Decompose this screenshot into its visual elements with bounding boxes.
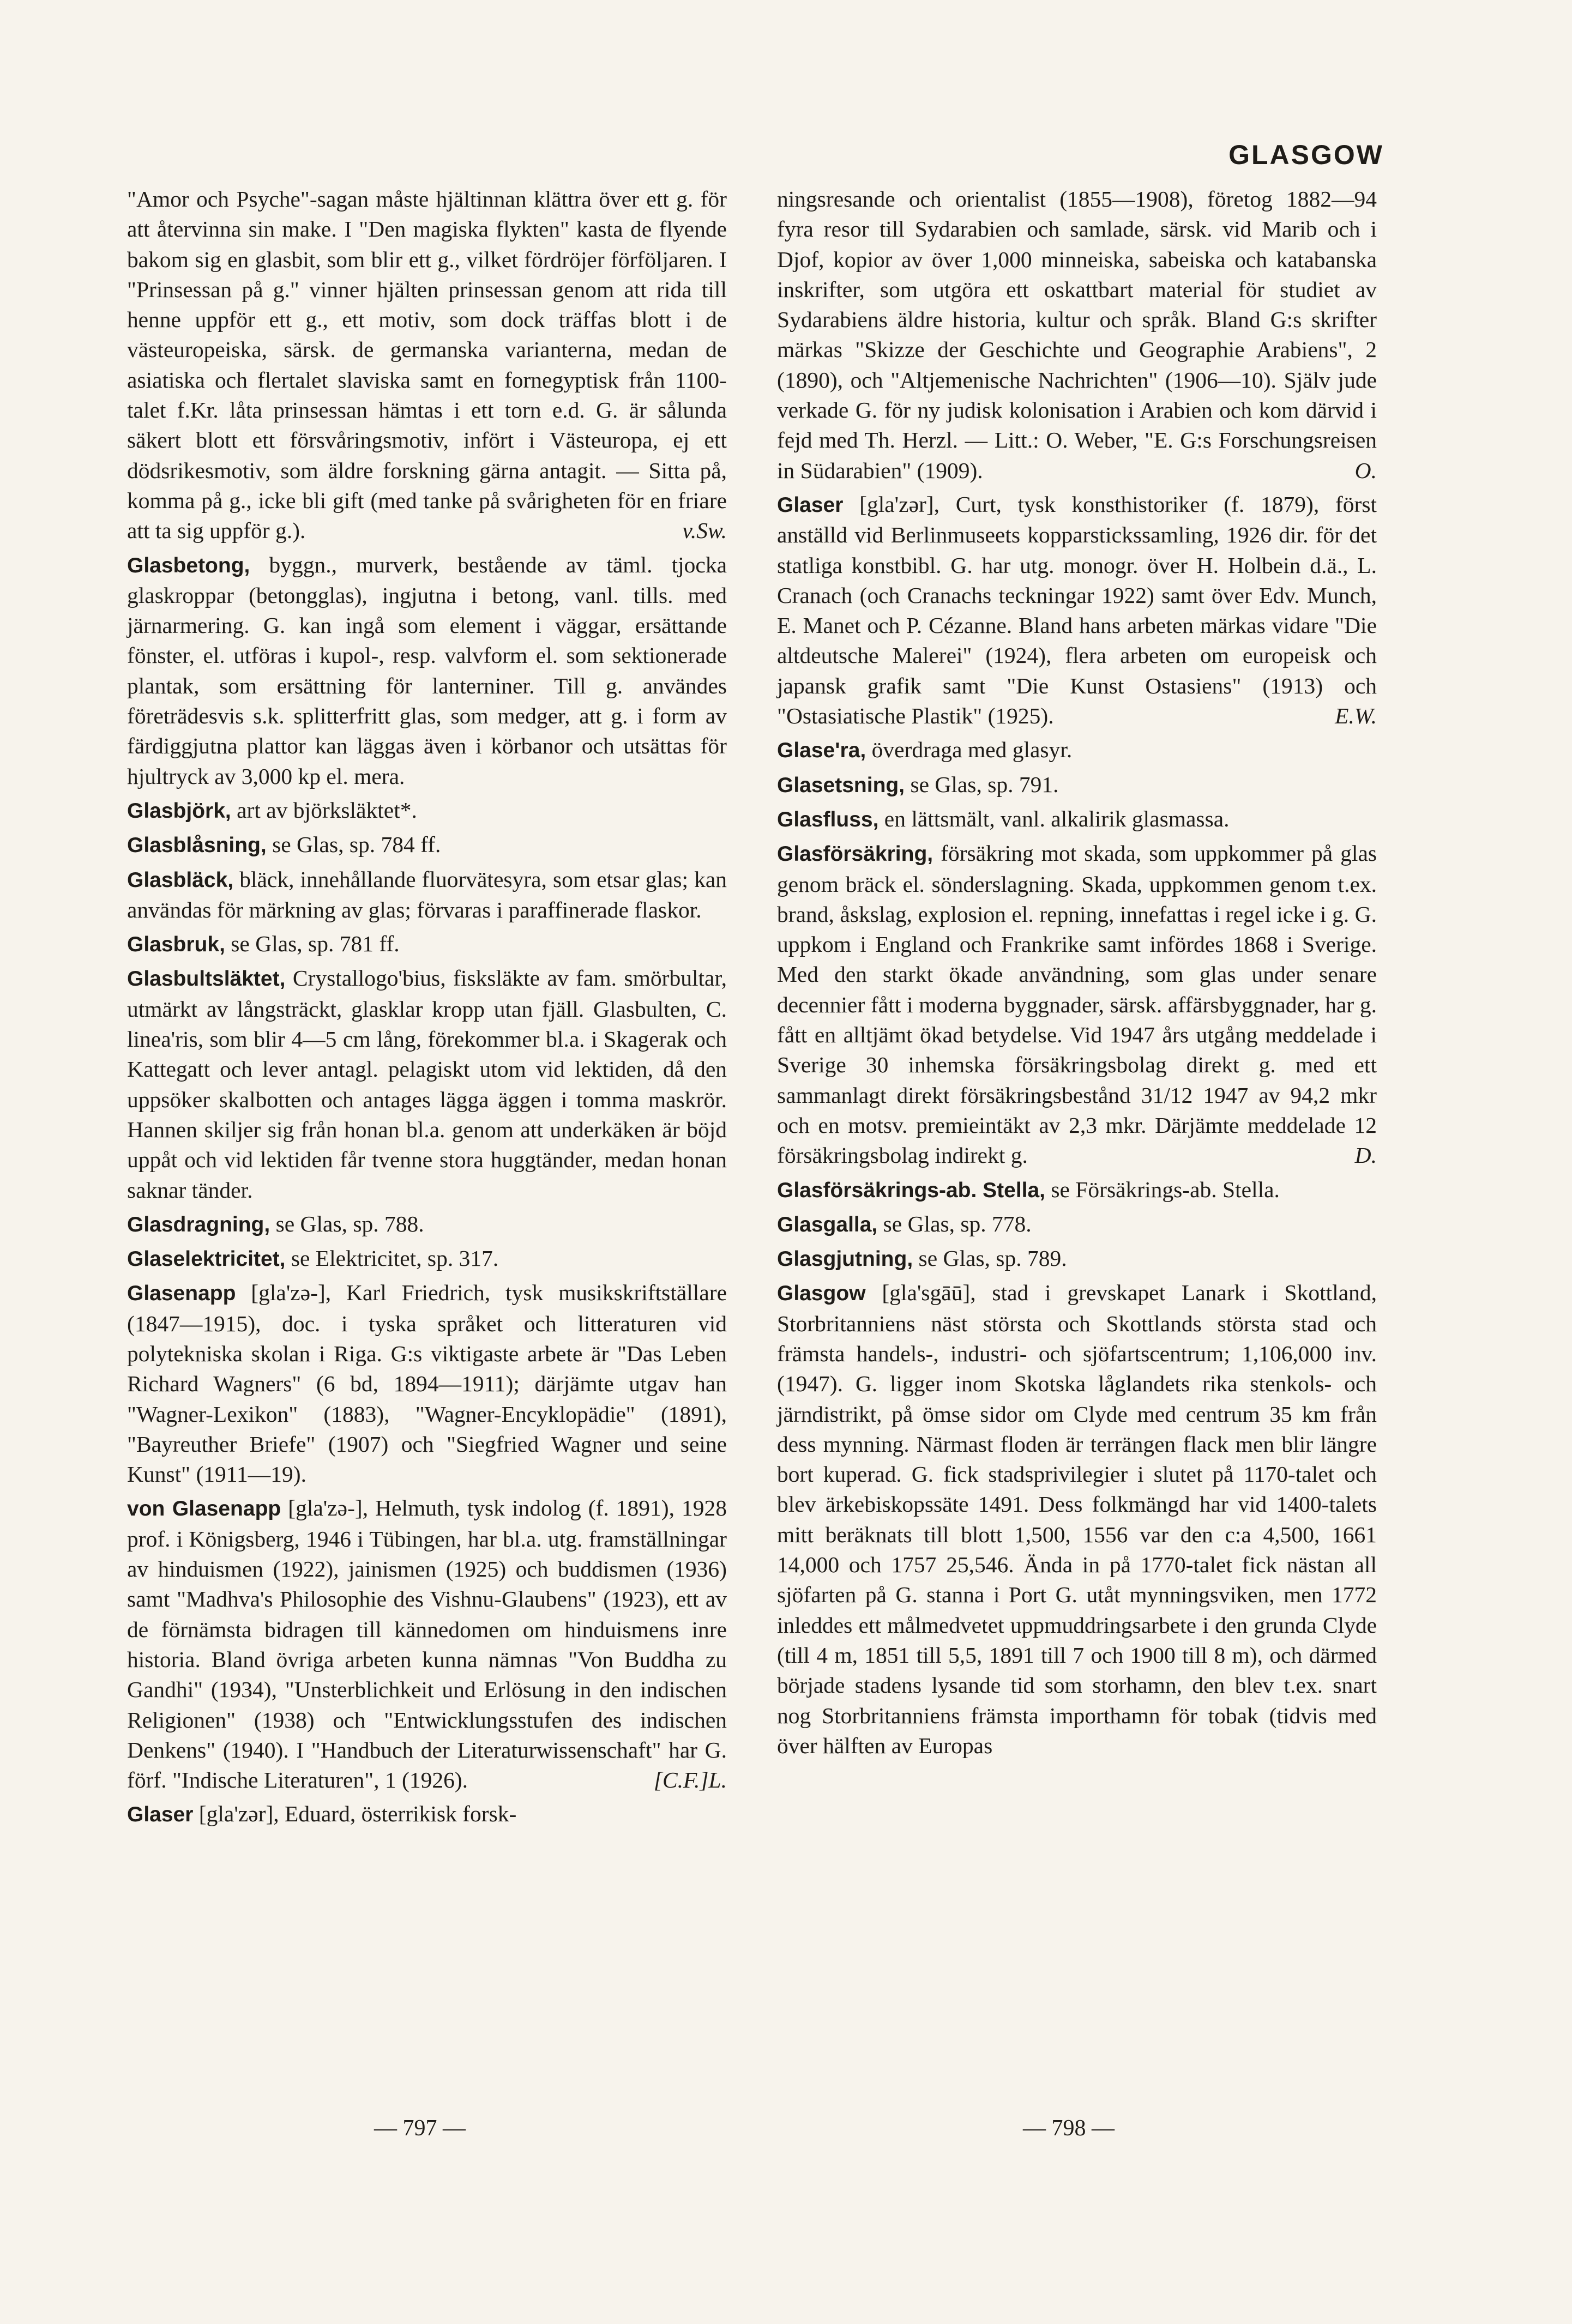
dictionary-entry	[127, 963, 727, 1205]
dictionary-entry	[777, 770, 1377, 800]
dictionary-entry	[777, 804, 1377, 835]
dictionary-entry	[127, 1493, 727, 1795]
entry-body: [gla'zə-], Helmuth, tysk indolog (f. 1891), 1928 prof. i Königsberg, 1946 i Tübingen, har bl.a. utg. framställningar av hinduismen (1922), jainismen (1925) och buddismen (1936) samt "Madhva's Philosophie des Vishnu-Glaubens" (1923), ett av de förnämsta bidragen till kännedomen om hinduismens inre historia. Bland övriga arbeten kunna nämnas "Von Buddha zu Gandhi" (1934), "Unsterblichkeit und Erlösung in den indischen Religionen" (1938) och "Entwicklungsstufen des indischen Denkens" (1940). I "Handbuch der Literaturwissenschaft" har G. förf. "Indische Literaturen", 1 (1926).	[127, 1495, 727, 1793]
entry-headword: Glasgow	[777, 1282, 866, 1306]
entry-headword: Glasbläck,	[127, 868, 234, 892]
author-signature: E.W.	[1335, 703, 1377, 729]
entry-body: se Elektricitet, sp. 317.	[291, 1246, 499, 1271]
author-signature: O.	[1354, 457, 1377, 483]
entry-headword: Glaser	[777, 493, 844, 517]
entry-headword: Glasgjutning,	[777, 1247, 913, 1271]
dictionary-entry	[777, 490, 1377, 731]
right-column	[777, 184, 1377, 1765]
dictionary-entry	[127, 1209, 727, 1240]
entry-body: art av björksläktet*.	[237, 797, 417, 823]
entry-headword: Glasetsning,	[777, 773, 905, 797]
dictionary-entry	[777, 735, 1377, 765]
entry-body: [gla'sgāū], stad i grevskapet Lanark i Skottland, Storbritanniens näst största och Skottlands största stad och främsta handels-, industri- och sjöfartscentrum; 1,106,000 inv. (1947). G. ligger inom Skotska låglandets rika stenkols- och järndistrikt, på ömse sidor om Clyde med centrum 35 km från dess mynning. Närmast floden är terrängen flack men blir längre bort kuperad. G. fick stadsprivilegier i slutet på 1170-talet och blev ärkebiskopssäte 1491. Dess folkmängd har vid 1400-talets mitt beräknats till blott 1,500, 1556 var den c:a 4,500, 1661 14,000 och 1757 25,546. Ända in på 1770-talet fick nästan all sjöfarten på G. stanna i Port G. utåt mynningsviken, men 1772 inleddes ett målmedvetet uppmuddringsarbete i den grunda Clyde (till 4 m, 1851 till 5,5, 1891 till 7 och 1900 till 8 m), och därmed började stadens lysande tid som storhamn, den blev t.ex. snart nog Storbritanniens främsta importhamn för tobak (tidvis med över hälften av Europas	[777, 1280, 1377, 1758]
entry-body: en lättsmält, vanl. alkalirik glasmassa.	[884, 806, 1230, 831]
author-signature: [C.F.]L.	[653, 1767, 727, 1793]
entry-headword: Glasbultsläktet,	[127, 967, 286, 991]
entry-headword: Glasblåsning,	[127, 834, 267, 858]
dictionary-entry	[127, 550, 727, 792]
dictionary-entry	[127, 830, 727, 860]
entry-body: "Amor och Psyche"-sagan måste hjältinnan klättra över ett g. för att återvinna sin make. I "Den magiska flykten" kasta de flyende bakom sig en glasbit, som blir ett g., vilket fördröjer förföljaren. I "Prinsessan på g." vinner hjälten prinsessan genom att rida till henne uppför ett g., ett motiv, som dock träffas blott i de västeuropeiska, särsk. de germanska varianterna, medan de asiatiska och flertalet slaviska samt en fornegyptisk från 1100-talet f.Kr. låta prinsessan hämtas i ett torn e.d. G. är sålunda säkert blott ett försvåringsmotiv, infört i Västeuropa, ej ett dödsrikesmotiv, som äldre forskning gärna antagit. — Sitta på, komma på g., icke bli gift (med tanke på svårigheten för en friare att ta sig uppför g.).	[127, 186, 727, 544]
entry-headword: Glasdragning,	[127, 1212, 270, 1236]
entry-headword: Glasbetong,	[127, 553, 250, 577]
entry-headword: Glasförsäkrings-ab. Stella,	[777, 1178, 1046, 1202]
entry-headword: Glase'ra,	[777, 739, 866, 763]
dictionary-entry	[777, 1209, 1377, 1240]
entry-headword: von Glasenapp	[127, 1497, 281, 1521]
dictionary-entry	[777, 184, 1377, 486]
entry-body: se Glas, sp. 781 ff.	[231, 931, 400, 957]
entry-body: se Försäkrings-ab. Stella.	[1051, 1176, 1280, 1202]
entry-body: se Glas, sp. 778.	[883, 1211, 1032, 1236]
entry-body: se Glas, sp. 788.	[275, 1211, 424, 1236]
page-number-left: — 797 —	[374, 2116, 466, 2141]
dictionary-entry	[127, 184, 727, 546]
entry-headword: Glasgalla,	[777, 1212, 878, 1236]
dictionary-entry	[777, 1175, 1377, 1205]
entry-body: se Glas, sp. 789.	[918, 1246, 1067, 1271]
entry-headword: Glaser	[127, 1803, 194, 1827]
entry-body: bläck, innehållande fluorvätesyra, som etsar glas; kan användas för märkning av glas; förvaras i paraffinerade flaskor.	[127, 866, 727, 922]
entry-body: försäkring mot skada, som uppkommer på glas genom bräck el. sönderslagning. Skada, uppkommen genom t.ex. brand, åskslag, explosion el. repning, innefattas i regel icke i g. G. uppkom i England och Frankrike samt infördes 1868 i Sverige. Med den starkt ökade användning, som glas under senare decennier fått i moderna byggnader, särsk. affärsbyggnader, har g. fått en alltjämt ökad betydelse. Vid 1947 års utgång meddelade i Sverige 30 inhemska försäkringsbolag direkt g. med ett sammanlagt direkt försäkringsbestånd 31/12 1947 av 94,2 mkr och en motsv. premieintäkt av 2,3 mkr. Därjämte meddelade 12 försäkringsbolag indirekt g.	[777, 841, 1377, 1168]
page-number-right: — 798 —	[1023, 2116, 1115, 2141]
entry-body: ningsresande och orientalist (1855—1908), företog 1882—94 fyra resor till Sydarabien och samlade, särsk. vid Marib och i Djof, kopior av över 1,000 minneiska, sabeiska och katabanska inskrifter, som utgöra ett oskattbart material för studiet av Sydarabiens äldre historia, kultur och språk. Bland G:s skrifter märkas "Skizze der Geschichte und Geographie Arabiens", 2 (1890), och "Altjemenische Nachrichten" (1906—10). Själv jude verkade G. för ny judisk kolonisation i Arabien och kom därvid i fejd med Th. Herzl. — Litt.: O. Weber, "E. G:s Forschungsreisen in Südarabien" (1909).	[777, 186, 1377, 483]
author-signature: D.	[1354, 1143, 1377, 1168]
running-header: GLASGOW	[1228, 140, 1384, 170]
entry-headword: Glasfluss,	[777, 807, 879, 831]
entry-body: se Glas, sp. 784 ff.	[272, 832, 441, 858]
entry-body: överdraga med glasyr.	[871, 737, 1073, 763]
dictionary-entry	[777, 838, 1377, 1170]
dictionary-entry	[127, 929, 727, 959]
entry-body: se Glas, sp. 791.	[910, 771, 1059, 797]
dictionary-entry	[127, 795, 727, 826]
dictionary-entry	[777, 1278, 1377, 1761]
dictionary-entry	[777, 1244, 1377, 1274]
entry-headword: Glasenapp	[127, 1282, 236, 1306]
dictionary-entry	[127, 865, 727, 926]
dictionary-entry	[127, 1278, 727, 1489]
entry-body: Crystallogo'bius, fisksläkte av fam. smörbultar, utmärkt av långsträckt, glasklar kropp utan fjäll. Glasbulten, C. linea'ris, som blir 4—5 cm lång, förekommer bl.a. i Skagerak och Kattegatt och lever antagl. pelagiskt utom vid lektiden, då den uppsöker skalbotten och antages lägga äggen i tomma maskrör. Hannen skiljer sig från honan bl.a. genom att underkäken är böjd uppåt och vid lektiden får tvenne stora huggtänder, medan honan saknar tänder.	[127, 965, 727, 1203]
entry-headword: Glasbjörk,	[127, 799, 231, 823]
entry-headword: Glasbruk,	[127, 933, 225, 957]
dictionary-entry	[127, 1799, 727, 1830]
dictionary-entry	[127, 1244, 727, 1274]
entry-body: [gla'zər], Curt, tysk konsthistoriker (f. 1879), först anställd vid Berlinmuseets kopparstickssamling, 1926 dir. för det statliga konstbibl. G. har utg. monogr. över H. Holbein d.ä., L. Cranach (och Cranachs teckningar 1922) samt över Edv. Munch, E. Manet och P. Cézanne. Bland hans arbeten märkas vidare "Die altdeutsche Malerei" (1924), flera arbeten om europeisk och japansk grafik samt "Die Kunst Ostasiens" (1913) och "Ostasiatische Plastik" (1925).	[777, 491, 1377, 729]
entry-body: [gla'zə-], Karl Friedrich, tysk musikskriftställare (1847—1915), doc. i tyska språket och litteraturen vid polytekniska skolan i Riga. G:s viktigaste arbete är "Das Leben Richard Wagners" (6 bd, 1894—1911); därjämte utgav han "Wagner-Lexikon" (1883), "Wagner-Encyklopädie" (1891), "Bayreuther Briefe" (1907) och "Siegfried Wagner und seine Kunst" (1911—19).	[127, 1280, 727, 1487]
entry-headword: Glasförsäkring,	[777, 842, 933, 866]
left-column	[127, 184, 727, 1834]
entry-body: [gla'zər], Eduard, österrikisk forsk-	[198, 1801, 517, 1827]
entry-body: byggn., murverk, bestående av täml. tjocka glaskroppar (betongglas), ingjutna i betong, vanl. tills. med järnarmering. G. kan ingå som element i väggar, ersättande fönster, el. utföras i kupol-, resp. valvform el. som sektionerade plantak, som ersättning för lanterniner. Till g. användes företrädesvis s.k. splitterfritt glas, som medger, att g. i form av färdiggjutna plattor kan läggas även i körbanor och utsättas för hjultryck av 3,000 kp el. mera.	[127, 552, 727, 789]
entry-headword: Glaselektricitet,	[127, 1247, 286, 1271]
author-signature: v.Sw.	[682, 518, 727, 544]
